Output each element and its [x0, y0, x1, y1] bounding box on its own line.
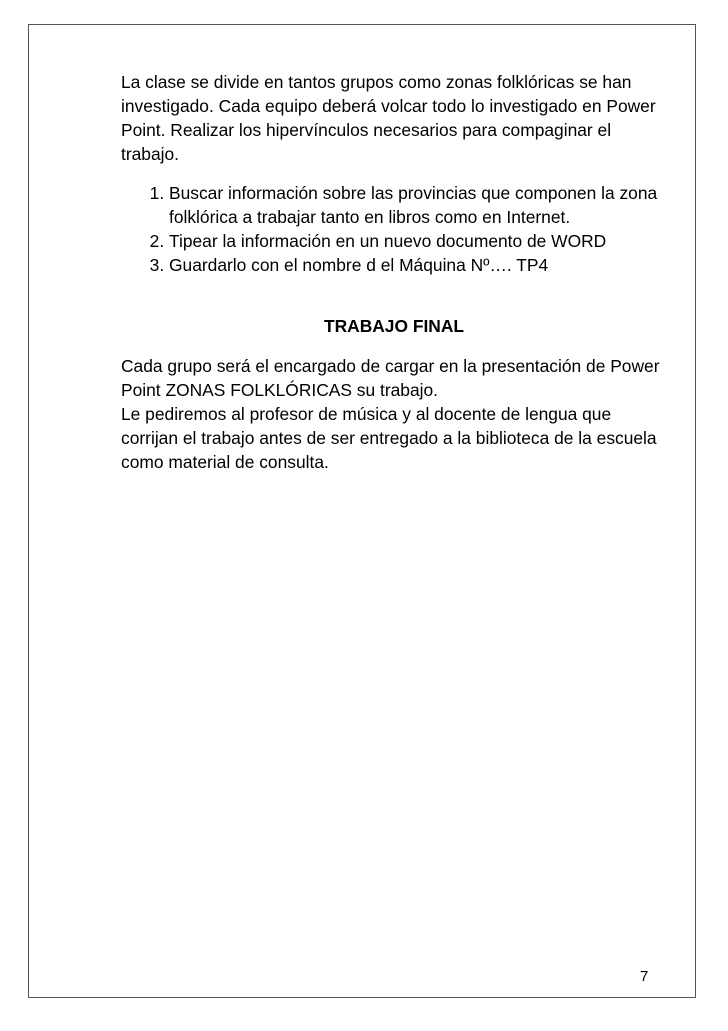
steps-list	[121, 181, 661, 277]
final-paragraph-1: Cada grupo será el encargado de cargar en la presentación de Power Point ZONAS FOLKLÓRICAS su trabajo.	[121, 356, 660, 400]
intro-section	[121, 70, 661, 166]
step-item: 3. Guardarlo con el nombre d el Máquina Nº…. TP4	[169, 253, 661, 277]
step-item: 1. Buscar información sobre las provincias que componen la zona folklórica a trabajar tanto en libros como en Internet.	[169, 181, 661, 229]
intro-paragraph: La clase se divide en tantos grupos como zonas folklóricas se han investigado. Cada equipo deberá volcar todo lo investigado en Power Point. Realizar los hipervínculos necesarios para compaginar el trabajo.	[121, 72, 656, 164]
final-section	[121, 354, 661, 474]
document-body	[121, 70, 661, 474]
final-paragraph-2: Le pediremos al profesor de música y al docente de lengua que corrijan el trabajo antes de ser entregado a la biblioteca de la escuela como material de consulta.	[121, 404, 657, 472]
page-number: 7	[640, 968, 649, 985]
step-item: 2. Tipear la información en un nuevo documento de WORD	[169, 229, 661, 253]
final-heading: TRABAJO FINAL	[323, 316, 465, 336]
